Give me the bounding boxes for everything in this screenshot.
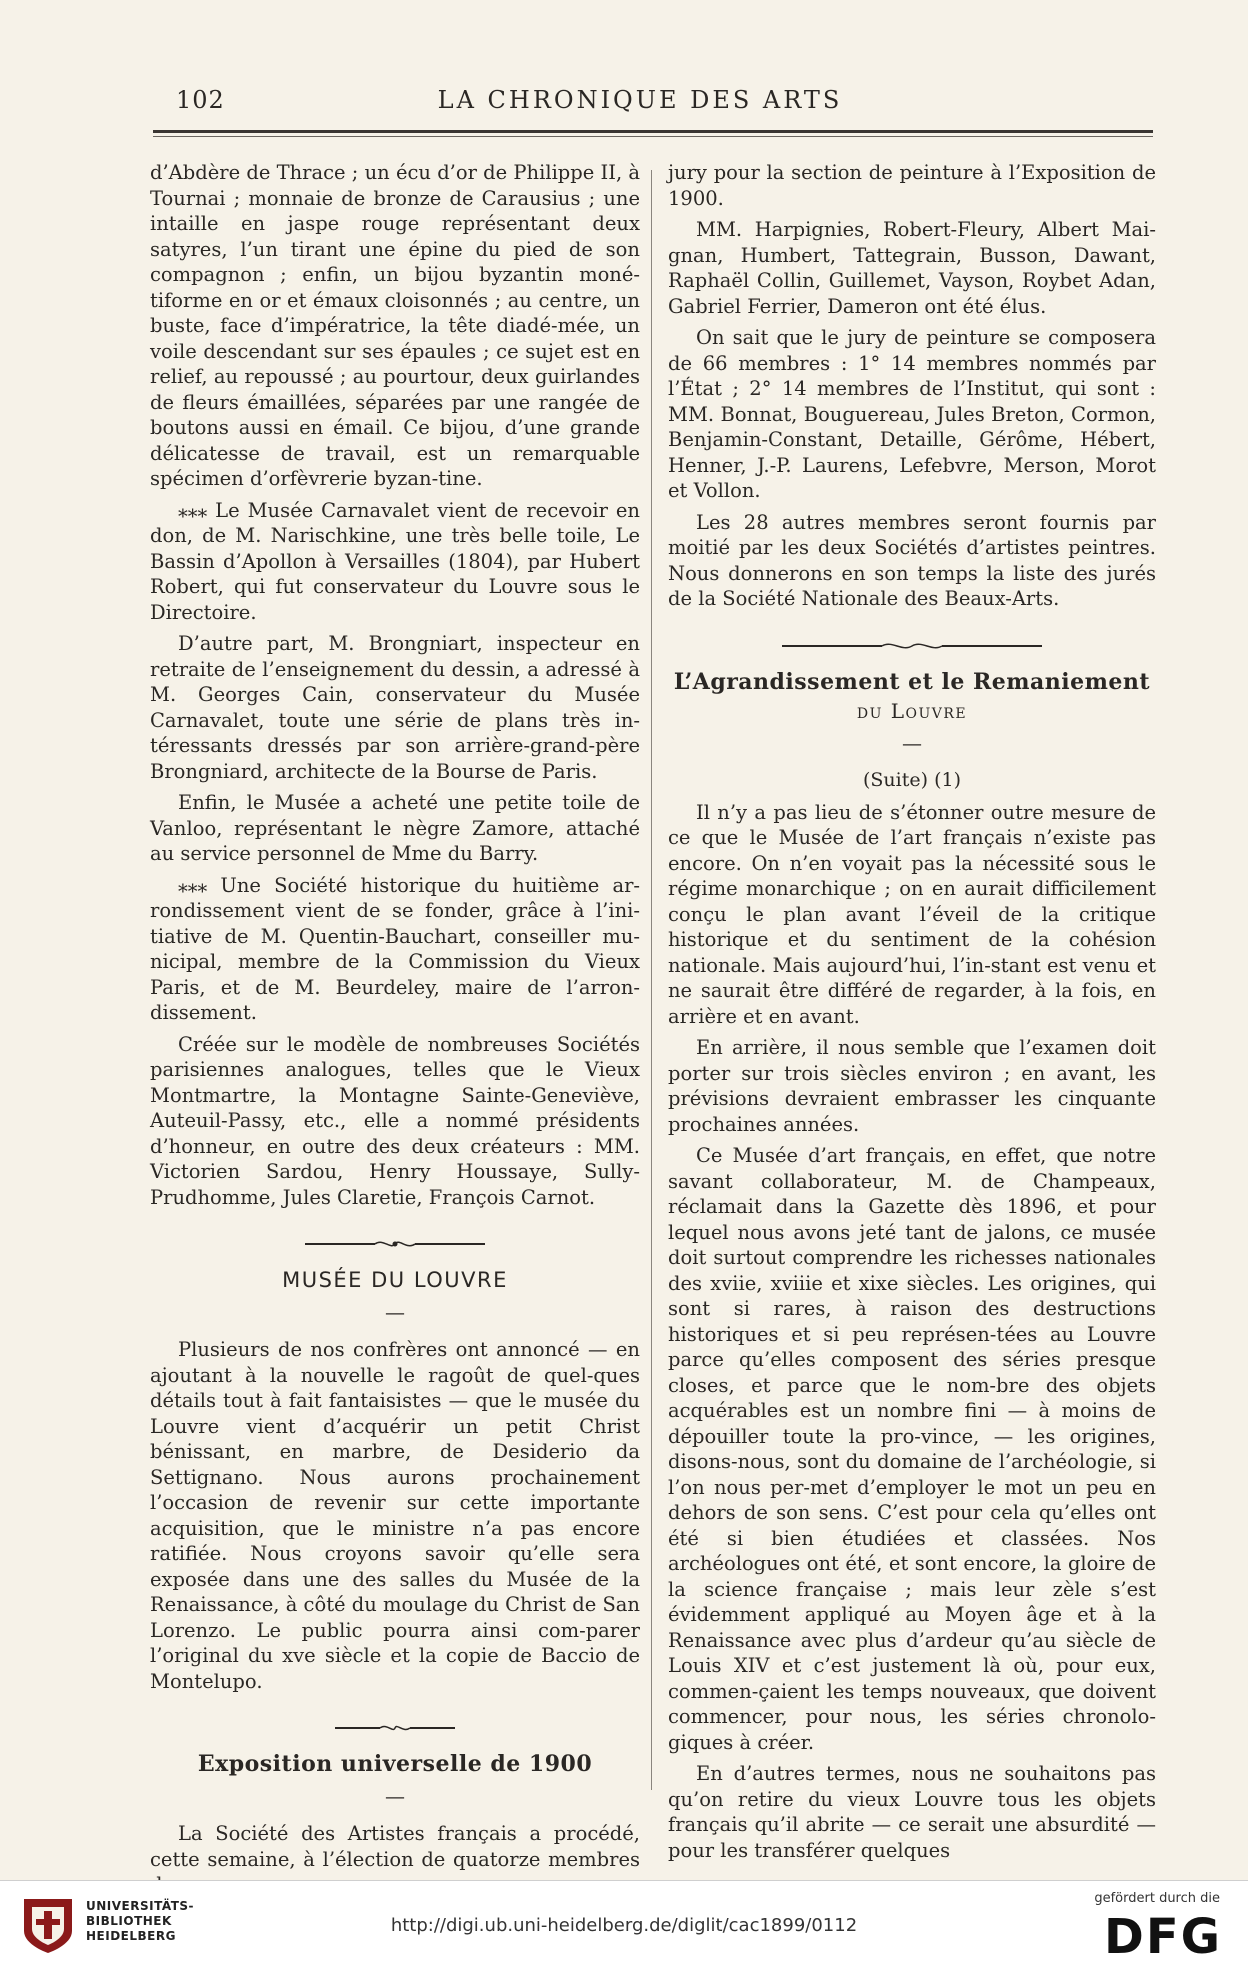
paragraph: MM. Harpignies, Robert-Fleury, Albert Mai-gnan, Humbert, Tattegrain, Busson, Dawant, Raphaël Collin, Guillemet, Vayson, Roybet Adan, Gabriel Ferrier, Dameron ont été élus. <box>668 218 1156 318</box>
paragraph: Enfin, le Musée a acheté une petite toile de Vanloo, représentant le nègre Zamore, attaché au service personnel de Mme du Barry. <box>150 791 640 865</box>
dfg-logo: DFG <box>1103 1909 1222 1965</box>
section-title-louvre: MUSÉE DU LOUVRE <box>282 1268 508 1292</box>
paragraph: Créée sur le modèle de nombreuses Sociétés parisiennes analogues, telles que le Vieux Montmartre, la Montagne Sainte-Geneviève, Auteuil-Passy, etc., elle a nommé présidents d’honneur, en outre des deux créateurs : MM. Victorien Sardou, Henry Houssaye, Sully-Prudhomme, Jules Claretie, François Carnot. <box>150 1032 640 1209</box>
ornament-divider-icon <box>150 1232 640 1250</box>
suite-label: (Suite) (1) <box>863 769 961 791</box>
page-number: 102 <box>176 86 225 114</box>
paragraph: La Société des Artistes français a procédé, cette semaine, à l’élection de quatorze membres <box>150 1822 640 1871</box>
paragraph: Ce Musée d’art français, en effet, que notre savant collaborateur, M. de Champeaux, réclamait dans la Gazette dès 1896, et pour lequel nous avons jeté tant de jalons, ce musée doit surtout comprendre les richesses nationales des xviie, xviiie et xixe siècles. Les origines, qui sont si rares, à raison des destructions historiques et si peu représen-tées au Louvre parce qu’elles composent des séries presque closes, et parce que le nom-bre des objets acquérables est un nombre fini — à moins de dépouiller toute la pro-vince, — les origines, disons-nous, sont du domaine de l’archéologie, si l’on nous per-met d’employer le mot un peu en dehors de son sens. C’est pour cela qu’elles ont été si bien étudiées et classées. Nos archéologues ont été, et sont encore, la gloire de la science française ; mais leur zèle s’est évidemment appliqué au Moyen âge et à la Renaissance avec plus d’ardeur qu’au siècle de Louis XIV et c’est justement là où, pour eux, commen-çaient les temps nouveaux, que doivent commencer, pour nous, les séries chronolo-giques à créer. <box>668 1144 1156 1754</box>
ornament-divider-icon <box>668 634 1156 652</box>
section-title-exposition: Exposition universelle de 1900 <box>197 1751 593 1777</box>
institution-line: HEIDELBERG <box>86 1929 176 1943</box>
paragraph: d’Abdère de Thrace ; un écu d’or de Philippe II, à Tournai ; monnaie de bronze de Carausius ; une intaille en jaspe rouge représentant deux satyres, l’un tirant une épine du pied de son compagnon ; enfin, un bijou byzantin moné-tiforme en or et émaux cloisonnés ; au centre, un buste, face d’impératrice, la tête diadé-mée, un voile descendant sur ses épaules ; ce sujet est en relief, au repoussé ; au pourtour, deux guirlandes de fleurs émaillées, séparées par une rangée de boutons aussi en émail. Ce bijou, d’une grande délicatesse de travail, est un remarquable spécimen d’orfèvrerie byzan-tine. <box>150 161 640 490</box>
institution-line: UNIVERSITÄTS- <box>86 1899 195 1913</box>
left-column <box>150 160 640 1904</box>
article-subtitle: du Louvre <box>856 699 968 723</box>
paragraph: Il n’y a pas lieu de s’étonner outre mesure de ce que le Musée de l’art français n’existe pas encore. On n’en voyait pas la nécessité sous le régime monarchique ; on en aurait difficilement conçu le plan avant l’éveil de la critique historique et du sentiment de la cohésion nationale. Mais aujourd’hui, l’in-stant est venu et ne saurait être différé de regarder, à la fois, en arrière et en avant. <box>668 800 1156 1028</box>
right-column <box>668 160 1156 1932</box>
paragraph: ⁎⁎⁎ Le Musée Carnavalet vient de recevoir en don, de M. Narischkine, une très belle toile, Le Bassin d’Apollon à Versailles (1804), par Hubert Robert, qui fut conservateur du Louvre sous le Directoire. <box>150 498 640 624</box>
header-rule <box>153 130 1153 133</box>
article-title: L’Agrandissement et le Remaniement <box>673 668 1151 695</box>
section-dash: — <box>902 730 922 755</box>
digitization-footer <box>0 1880 1248 1974</box>
source-url-link[interactable]: http://digi.ub.uni-heidelberg.de/diglit/cac1899/0112 <box>390 1915 858 1936</box>
paragraph: jury pour la section de peinture à l’Exposition de 1900. <box>668 161 1156 210</box>
section-dash: — <box>385 1783 405 1808</box>
paragraph: En d’autres termes, nous ne souhaitons pas qu’on retire du vieux Louvre tous les objets français qu’il abrite — ce serait une absurdité — pour les transférer quelques <box>668 1762 1156 1862</box>
paragraph: D’autre part, M. Brongniart, inspecteur en retraite de l’enseignement du dessin, a adressé à M. Georges Cain, conservateur du Musée Carnavalet, toute une série de plans très in-téressants dressés par son arrière-grand-père Brongniard, architecte de la Bourse de Paris. <box>150 632 640 783</box>
paragraph: On sait que le jury de peinture se composera de 66 membres : 1° 14 membres nommés par l’État ; 2° 14 membres de l’Institut, qui sont : MM. Bonnat, Bouguereau, Jules Breton, Cormon, Benjamin-Constant, Detaille, Gérôme, Hébert, Henner, J.-P. Laurens, Lefebvre, Merson, Morot et Vollon. <box>668 326 1156 502</box>
section-dash: — <box>385 1299 405 1324</box>
ornament-divider-icon <box>150 1716 640 1734</box>
running-head <box>150 86 1130 126</box>
institution-line: BIBLIOTHEK <box>86 1914 172 1928</box>
funded-by-label: gefördert durch die <box>1094 1891 1220 1906</box>
column-divider <box>651 170 652 1790</box>
paragraph: En arrière, il nous semble que l’examen doit porter sur trois siècles environ ; en avant, les prévisions devraient embrasser les cinquante prochaines années. <box>668 1036 1156 1136</box>
paragraph: Les 28 autres membres seront fournis par moitié par les deux Sociétés d’artistes peintres. Nous donnerons en son temps la liste des jurés de la Société Nationale des Beaux-Arts. <box>668 510 1156 610</box>
header-rule-thin <box>153 136 1153 137</box>
paragraph: ⁎⁎⁎ Une Société historique du huitième ar-rondissement vient de se fonder, grâce à l’ini-tiative de M. Quentin-Bauchart, conseiller mu-nicipal, membre de la Commission du Vieux Paris, et de M. Beurdeley, maire de l’arron-dissement. <box>150 873 640 1024</box>
paragraph: Plusieurs de nos confrères ont annoncé — en ajoutant à la nouvelle le ragoût de quel-ques détails tout à fait fantaisistes — que le musée du Louvre vient d’acquérir un petit Christ bénissant, en marbre, de Desiderio da Settignano. Nous aurons prochainement l’occasion de revenir sur cette importante acquisition, que le ministre n’a pas encore ratifiée. Nous croyons savoir qu’elle sera exposée dans une des salles du Musée de la Renaissance, à côté du moulage du Christ de San Lorenzo. Le public pourra ainsi com-parer l’original du xve siècle et la copie de Baccio de Montelupo. <box>150 1338 640 1693</box>
journal-title: LA CHRONIQUE DES ARTS <box>437 86 843 114</box>
